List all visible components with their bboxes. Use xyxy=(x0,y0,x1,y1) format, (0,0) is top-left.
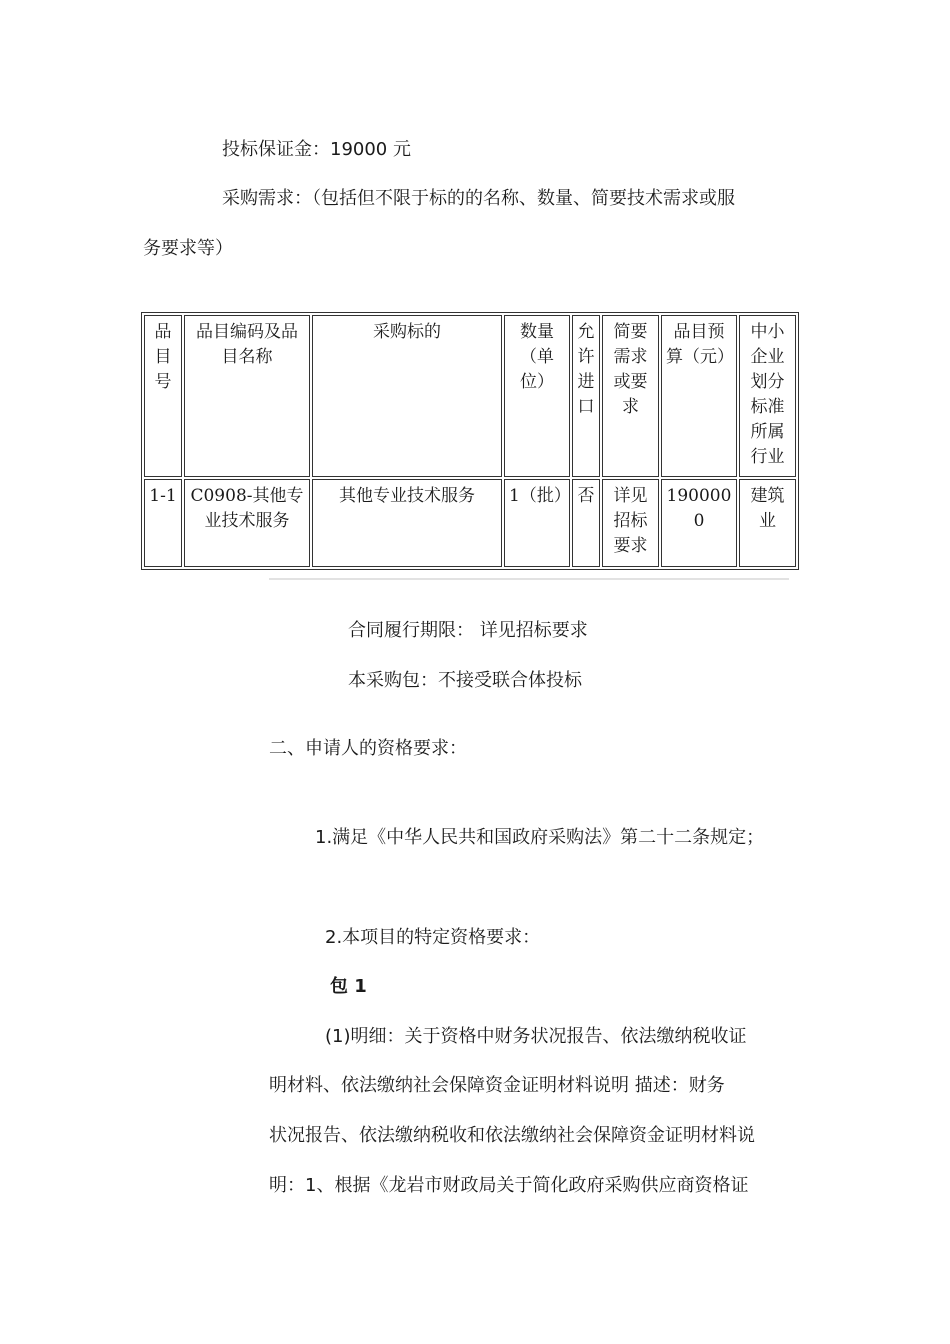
detail-line-1: (1)明细：关于资格中财务状况报告、依法缴纳税收证 xyxy=(325,1026,747,1047)
header-quantity: 数量（单位） xyxy=(504,315,570,477)
cell-industry: 建筑业 xyxy=(739,479,796,567)
detail-line-4: 明：1、根据《龙岩市财政局关于简化政府采购供应商资格证 xyxy=(269,1175,749,1196)
cell-item-no: 1-1 xyxy=(144,479,182,567)
cell-brief-requirement: 详见招标要求 xyxy=(602,479,659,567)
table-row xyxy=(144,479,796,567)
header-industry: 中小企业划分标准所属行业 xyxy=(739,315,796,477)
cell-budget: 1900000 xyxy=(661,479,737,567)
requirement-intro: 采购需求：（包括但不限于标的的名称、数量、简要技术需求或服 xyxy=(222,188,735,209)
header-item-no: 品目号 xyxy=(144,315,182,477)
requirement-2: 2.本项目的特定资格要求： xyxy=(325,927,541,948)
cell-quantity: 1（批） xyxy=(504,479,570,567)
detail-line-3: 状况报告、依法缴纳税收和依法缴纳社会保障资金证明材料说 xyxy=(269,1125,755,1146)
package-title: 包 1 xyxy=(330,976,367,997)
header-budget: 品目预算（元） xyxy=(661,315,737,477)
contract-period: 合同履行期限： 详见招标要求 xyxy=(348,620,588,641)
header-brief-requirement: 简要需求或要求 xyxy=(602,315,659,477)
bid-deposit: 投标保证金：19000 元 xyxy=(222,139,411,160)
requirement-1: 1.满足《中华人民共和国政府采购法》第二十二条规定； xyxy=(315,827,765,848)
table-header-row xyxy=(144,315,796,477)
detail-line-2: 明材料、依法缴纳社会保障资金证明材料说明 描述：财务 xyxy=(269,1075,725,1096)
header-subject: 采购标的 xyxy=(312,315,502,477)
cell-subject: 其他专业技术服务 xyxy=(312,479,502,567)
section-title: 二、申请人的资格要求： xyxy=(269,738,467,759)
divider xyxy=(269,578,789,580)
header-import-allowed: 允许进口 xyxy=(572,315,600,477)
requirement-intro-cont: 务要求等） xyxy=(143,238,233,259)
cell-import-allowed: 否 xyxy=(572,479,600,567)
consortium-note: 本采购包：不接受联合体投标 xyxy=(348,670,582,691)
cell-item-code-name: C0908-其他专业技术服务 xyxy=(184,479,310,567)
procurement-table xyxy=(141,312,799,570)
header-item-code-name: 品目编码及品目名称 xyxy=(184,315,310,477)
